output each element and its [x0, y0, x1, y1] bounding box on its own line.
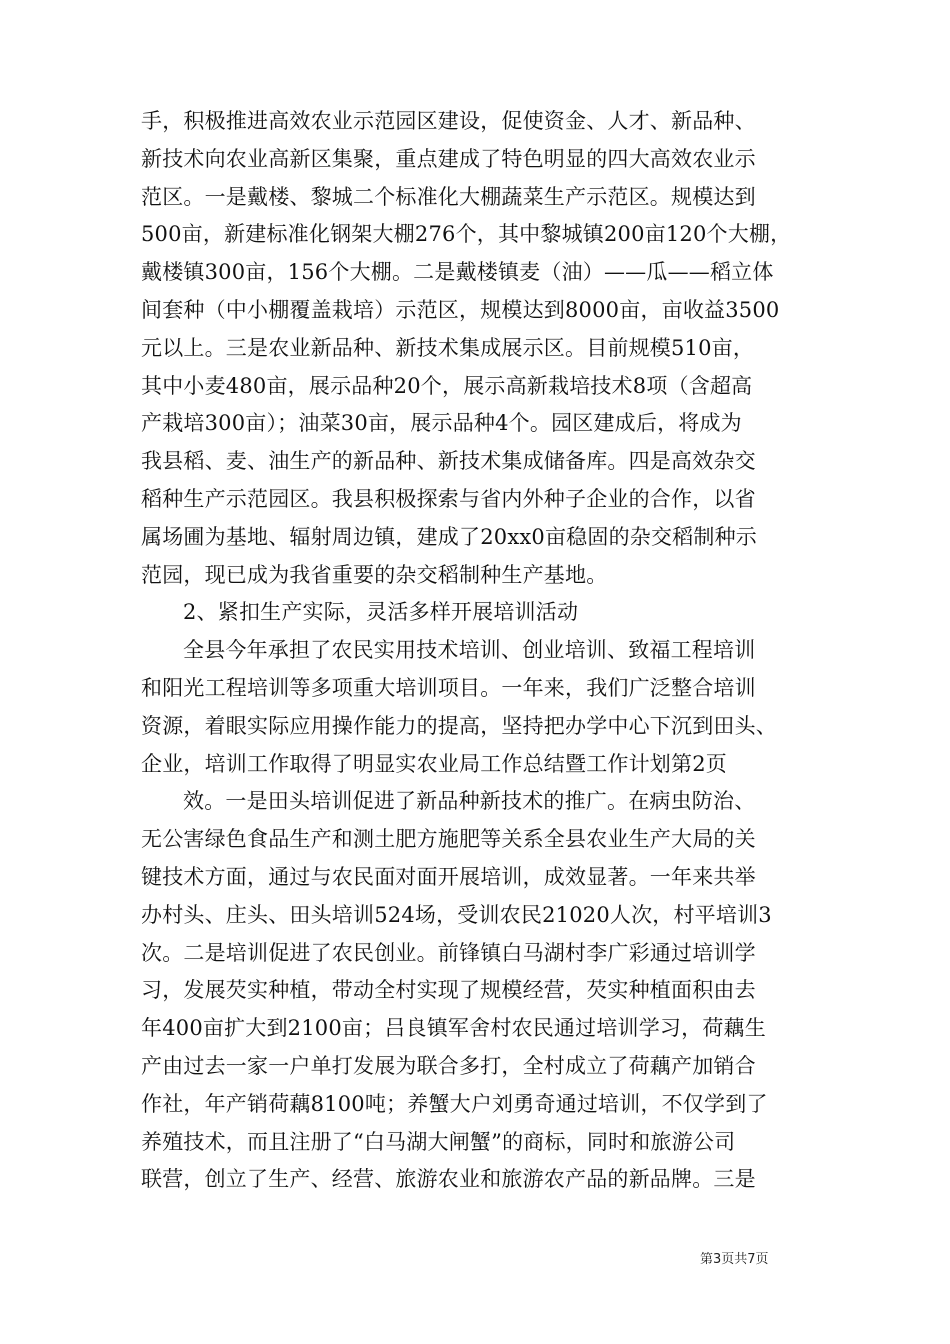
- text-line: 元以上。三是农业新品种、新技术集成展示区。目前规模510亩，: [141, 335, 755, 360]
- text-line: 键技术方面，通过与农民面对面开展培训，成效显著。一年来共举: [141, 864, 756, 889]
- text-line: 范园，现已成为我省重要的杂交稻制种生产基地。: [141, 562, 608, 587]
- text-line: 资源，着眼实际应用操作能力的提高，坚持把办学中心下沉到田头、: [141, 713, 777, 738]
- text-line: 产由过去一家一户单打发展为联合多打，全村成立了荷藕产加销合: [141, 1053, 756, 1078]
- text-line: 500亩，新建标准化钢架大棚276个，其中黎城镇200亩120个大棚，: [141, 222, 792, 247]
- section-heading: 2、紧扣生产实际，灵活多样开展培训活动: [183, 600, 579, 625]
- document-body: [141, 103, 811, 1199]
- text-line: 养殖技术，而且注册了“白马湖大闸蟹”的商标，同时和旅游公司: [141, 1129, 736, 1154]
- text-line: 企业，培训工作取得了明显实农业局工作总结暨工作计划第2页: [141, 751, 727, 776]
- text-line: 戴楼镇300亩，156个大棚。二是戴楼镇麦（油）——瓜——稻立体: [141, 260, 774, 285]
- text-line: 新技术向农业高新区集聚，重点建成了特色明显的四大高效农业示: [141, 146, 756, 171]
- text-line: 间套种（中小棚覆盖栽培）示范区，规模达到8000亩，亩收益3500: [141, 297, 780, 322]
- text-line: 产栽培300亩）；油菜30亩，展示品种4个。园区建成后，将成为: [141, 411, 742, 436]
- text-line: 手，积极推进高效农业示范园区建设，促使资金、人才、新品种、: [141, 109, 756, 133]
- paragraph-first-line: 全县今年承担了农民实用技术培训、创业培训、致福工程培训: [183, 638, 756, 663]
- text-line: 属场圃为基地、辐射周边镇，建成了20xx0亩稳固的杂交稻制种示: [141, 524, 757, 549]
- text-line: 我县稻、麦、油生产的新品种、新技术集成储备库。四是高效杂交: [141, 449, 756, 474]
- text-line: 年400亩扩大到2100亩；吕良镇军舍村农民通过培训学习，荷藕生: [141, 1016, 766, 1041]
- text-line: 和阳光工程培训等多项重大培训项目。一年来，我们广泛整合培训: [141, 675, 756, 700]
- text-line: 作社，年产销荷藕8100吨；养蟹大户刘勇奇通过培训，不仅学到了: [141, 1091, 768, 1116]
- text-line: 次。二是培训促进了农民创业。前锋镇白马湖村李广彩通过培训学: [141, 940, 756, 965]
- text-line: 无公害绿色食品生产和测土肥方施肥等关系全县农业生产大局的关: [141, 827, 756, 852]
- paragraph-first-line: 效。一是田头培训促进了新品种新技术的推广。在病虫防治、: [183, 789, 756, 814]
- text-line: 稻种生产示范园区。我县积极探索与省内外种子企业的合作，以省: [141, 486, 756, 511]
- text-line: 习，发展芡实种植，带动全村实现了规模经营，芡实种植面积由去: [141, 978, 756, 1003]
- text-line: 其中小麦480亩，展示品种20个，展示高新栽培技术8项（含超高: [141, 373, 753, 398]
- text-line: 范区。一是戴楼、黎城二个标准化大棚蔬菜生产示范区。规模达到: [141, 184, 756, 209]
- text-line: 联营，创立了生产、经营、旅游农业和旅游农产品的新品牌。三是: [141, 1167, 756, 1192]
- text-line: 办村头、庄头、田头培训524场，受训农民21020人次，村平培训3: [141, 902, 772, 927]
- page-number-footer: 第3页共7页: [700, 1252, 769, 1267]
